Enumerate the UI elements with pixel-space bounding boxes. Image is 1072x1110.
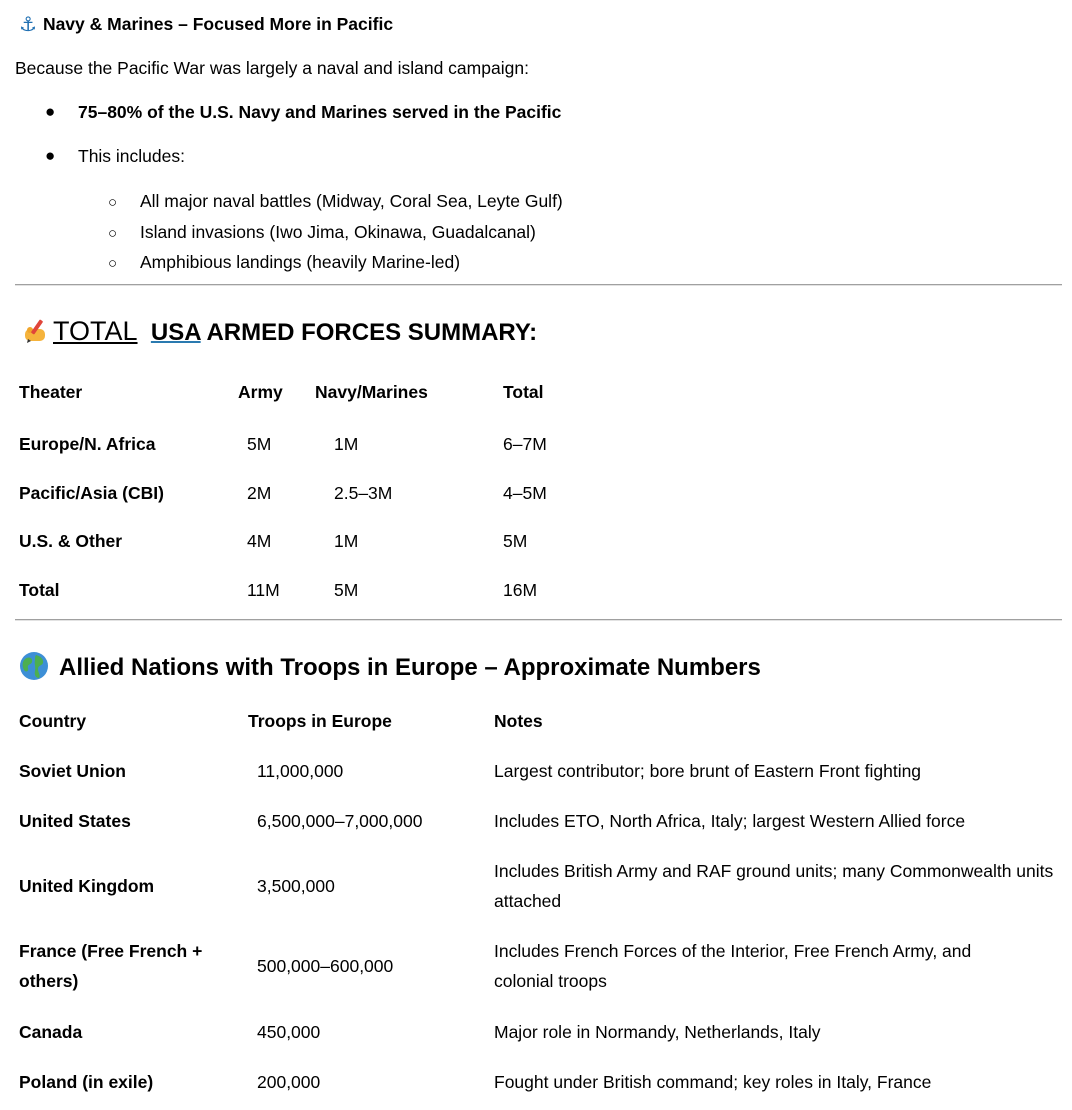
sub-bullet-text: All major naval battles (Midway, Coral Sea, Leyte Gulf) bbox=[140, 191, 563, 211]
bullet-dot-icon: ● bbox=[45, 146, 56, 165]
allied-cell-troops: 500,000–600,000 bbox=[257, 956, 394, 976]
summary-cell-theater: Total bbox=[19, 580, 60, 600]
summary-cell-total: 5M bbox=[503, 531, 528, 551]
summary-title-total: TOTAL bbox=[53, 316, 138, 346]
allied-cell-country: United Kingdom bbox=[19, 876, 155, 896]
summary-section-heading bbox=[19, 316, 537, 347]
allied-section-title: Allied Nations with Troops in Europe – Approximate Numbers bbox=[59, 654, 761, 681]
allied-cell-notes: Includes British Army and RAF ground units; many Commonwealth units attached bbox=[494, 861, 1054, 911]
summary-cell-navy: 1M bbox=[334, 434, 359, 454]
allied-cell-troops: 11,000,000 bbox=[257, 761, 344, 781]
allied-cell-country: United States bbox=[19, 811, 131, 831]
bullet-dot-icon: ● bbox=[45, 102, 56, 121]
allied-cell-country: France (Free French + others) bbox=[19, 941, 203, 991]
table-header-troops: Troops in Europe bbox=[248, 711, 392, 731]
allied-cell-notes: Largest contributor; bore brunt of Eastern Front fighting bbox=[494, 761, 922, 781]
summary-cell-army: 11M bbox=[247, 580, 280, 600]
horizontal-rule bbox=[15, 284, 1062, 286]
sub-bullet-text: Island invasions (Iwo Jima, Okinawa, Guadalcanal) bbox=[140, 222, 536, 242]
table-header-notes: Notes bbox=[494, 711, 543, 731]
allied-cell-country: Soviet Union bbox=[19, 761, 126, 781]
allied-cell-troops: 6,500,000–7,000,000 bbox=[257, 811, 423, 831]
circle-bullet-icon: ○ bbox=[108, 255, 118, 272]
summary-cell-total: 16M bbox=[503, 580, 538, 600]
summary-cell-total: 4–5M bbox=[503, 483, 547, 503]
summary-cell-navy: 2.5–3M bbox=[334, 483, 393, 503]
globe-icon bbox=[19, 651, 49, 681]
sub-bullet-text: Amphibious landings (heavily Marine-led) bbox=[140, 252, 461, 272]
allied-cell-notes: Includes French Forces of the Interior, Free French Army, and colonial troops bbox=[494, 941, 972, 991]
table-header-total: Total bbox=[503, 382, 544, 402]
summary-cell-theater: Pacific/Asia (CBI) bbox=[19, 483, 164, 503]
allied-cell-country: Canada bbox=[19, 1022, 83, 1042]
allied-cell-country: Poland (in exile) bbox=[19, 1072, 154, 1092]
navy-section-title: Navy & Marines – Focused More in Pacific bbox=[42, 14, 394, 34]
allied-section-heading bbox=[19, 651, 761, 682]
summary-cell-army: 2M bbox=[247, 483, 272, 503]
allied-cell-troops: 200,000 bbox=[257, 1072, 321, 1092]
table-header-theater: Theater bbox=[19, 382, 83, 402]
summary-cell-army: 4M bbox=[247, 531, 272, 551]
summary-title-usa: USA bbox=[150, 319, 201, 346]
table-header-army: Army bbox=[238, 382, 283, 402]
table-header-country: Country bbox=[19, 711, 87, 731]
allied-cell-troops: 450,000 bbox=[257, 1022, 321, 1042]
bullet-text: 75–80% of the U.S. Navy and Marines served in the Pacific bbox=[78, 102, 562, 122]
allied-cell-notes: Includes ETO, North Africa, Italy; largest Western Allied force bbox=[494, 811, 966, 831]
summary-title-rest: ARMED FORCES SUMMARY: bbox=[206, 319, 538, 346]
horizontal-rule bbox=[15, 619, 1062, 621]
allied-cell-troops: 3,500,000 bbox=[257, 876, 335, 896]
summary-cell-theater: Europe/N. Africa bbox=[19, 434, 156, 454]
summary-cell-navy: 1M bbox=[334, 531, 359, 551]
summary-cell-navy: 5M bbox=[334, 580, 359, 600]
summary-cell-army: 5M bbox=[247, 434, 272, 454]
summary-cell-theater: U.S. & Other bbox=[19, 531, 123, 551]
bullet-text: This includes: bbox=[78, 146, 185, 166]
table-header-navy: Navy/Marines bbox=[315, 382, 428, 402]
summary-cell-total: 6–7M bbox=[503, 434, 547, 454]
circle-bullet-icon: ○ bbox=[108, 194, 118, 211]
allied-cell-notes: Major role in Normandy, Netherlands, Italy bbox=[494, 1022, 821, 1042]
allied-cell-notes: Fought under British command; key roles in Italy, France bbox=[494, 1072, 932, 1092]
navy-section-heading bbox=[19, 12, 393, 37]
navy-intro-text: Because the Pacific War was largely a naval and island campaign: bbox=[15, 58, 529, 78]
anchor-icon: ⚓ bbox=[19, 14, 37, 36]
circle-bullet-icon: ○ bbox=[108, 225, 118, 242]
writing-hand-icon bbox=[19, 317, 51, 345]
